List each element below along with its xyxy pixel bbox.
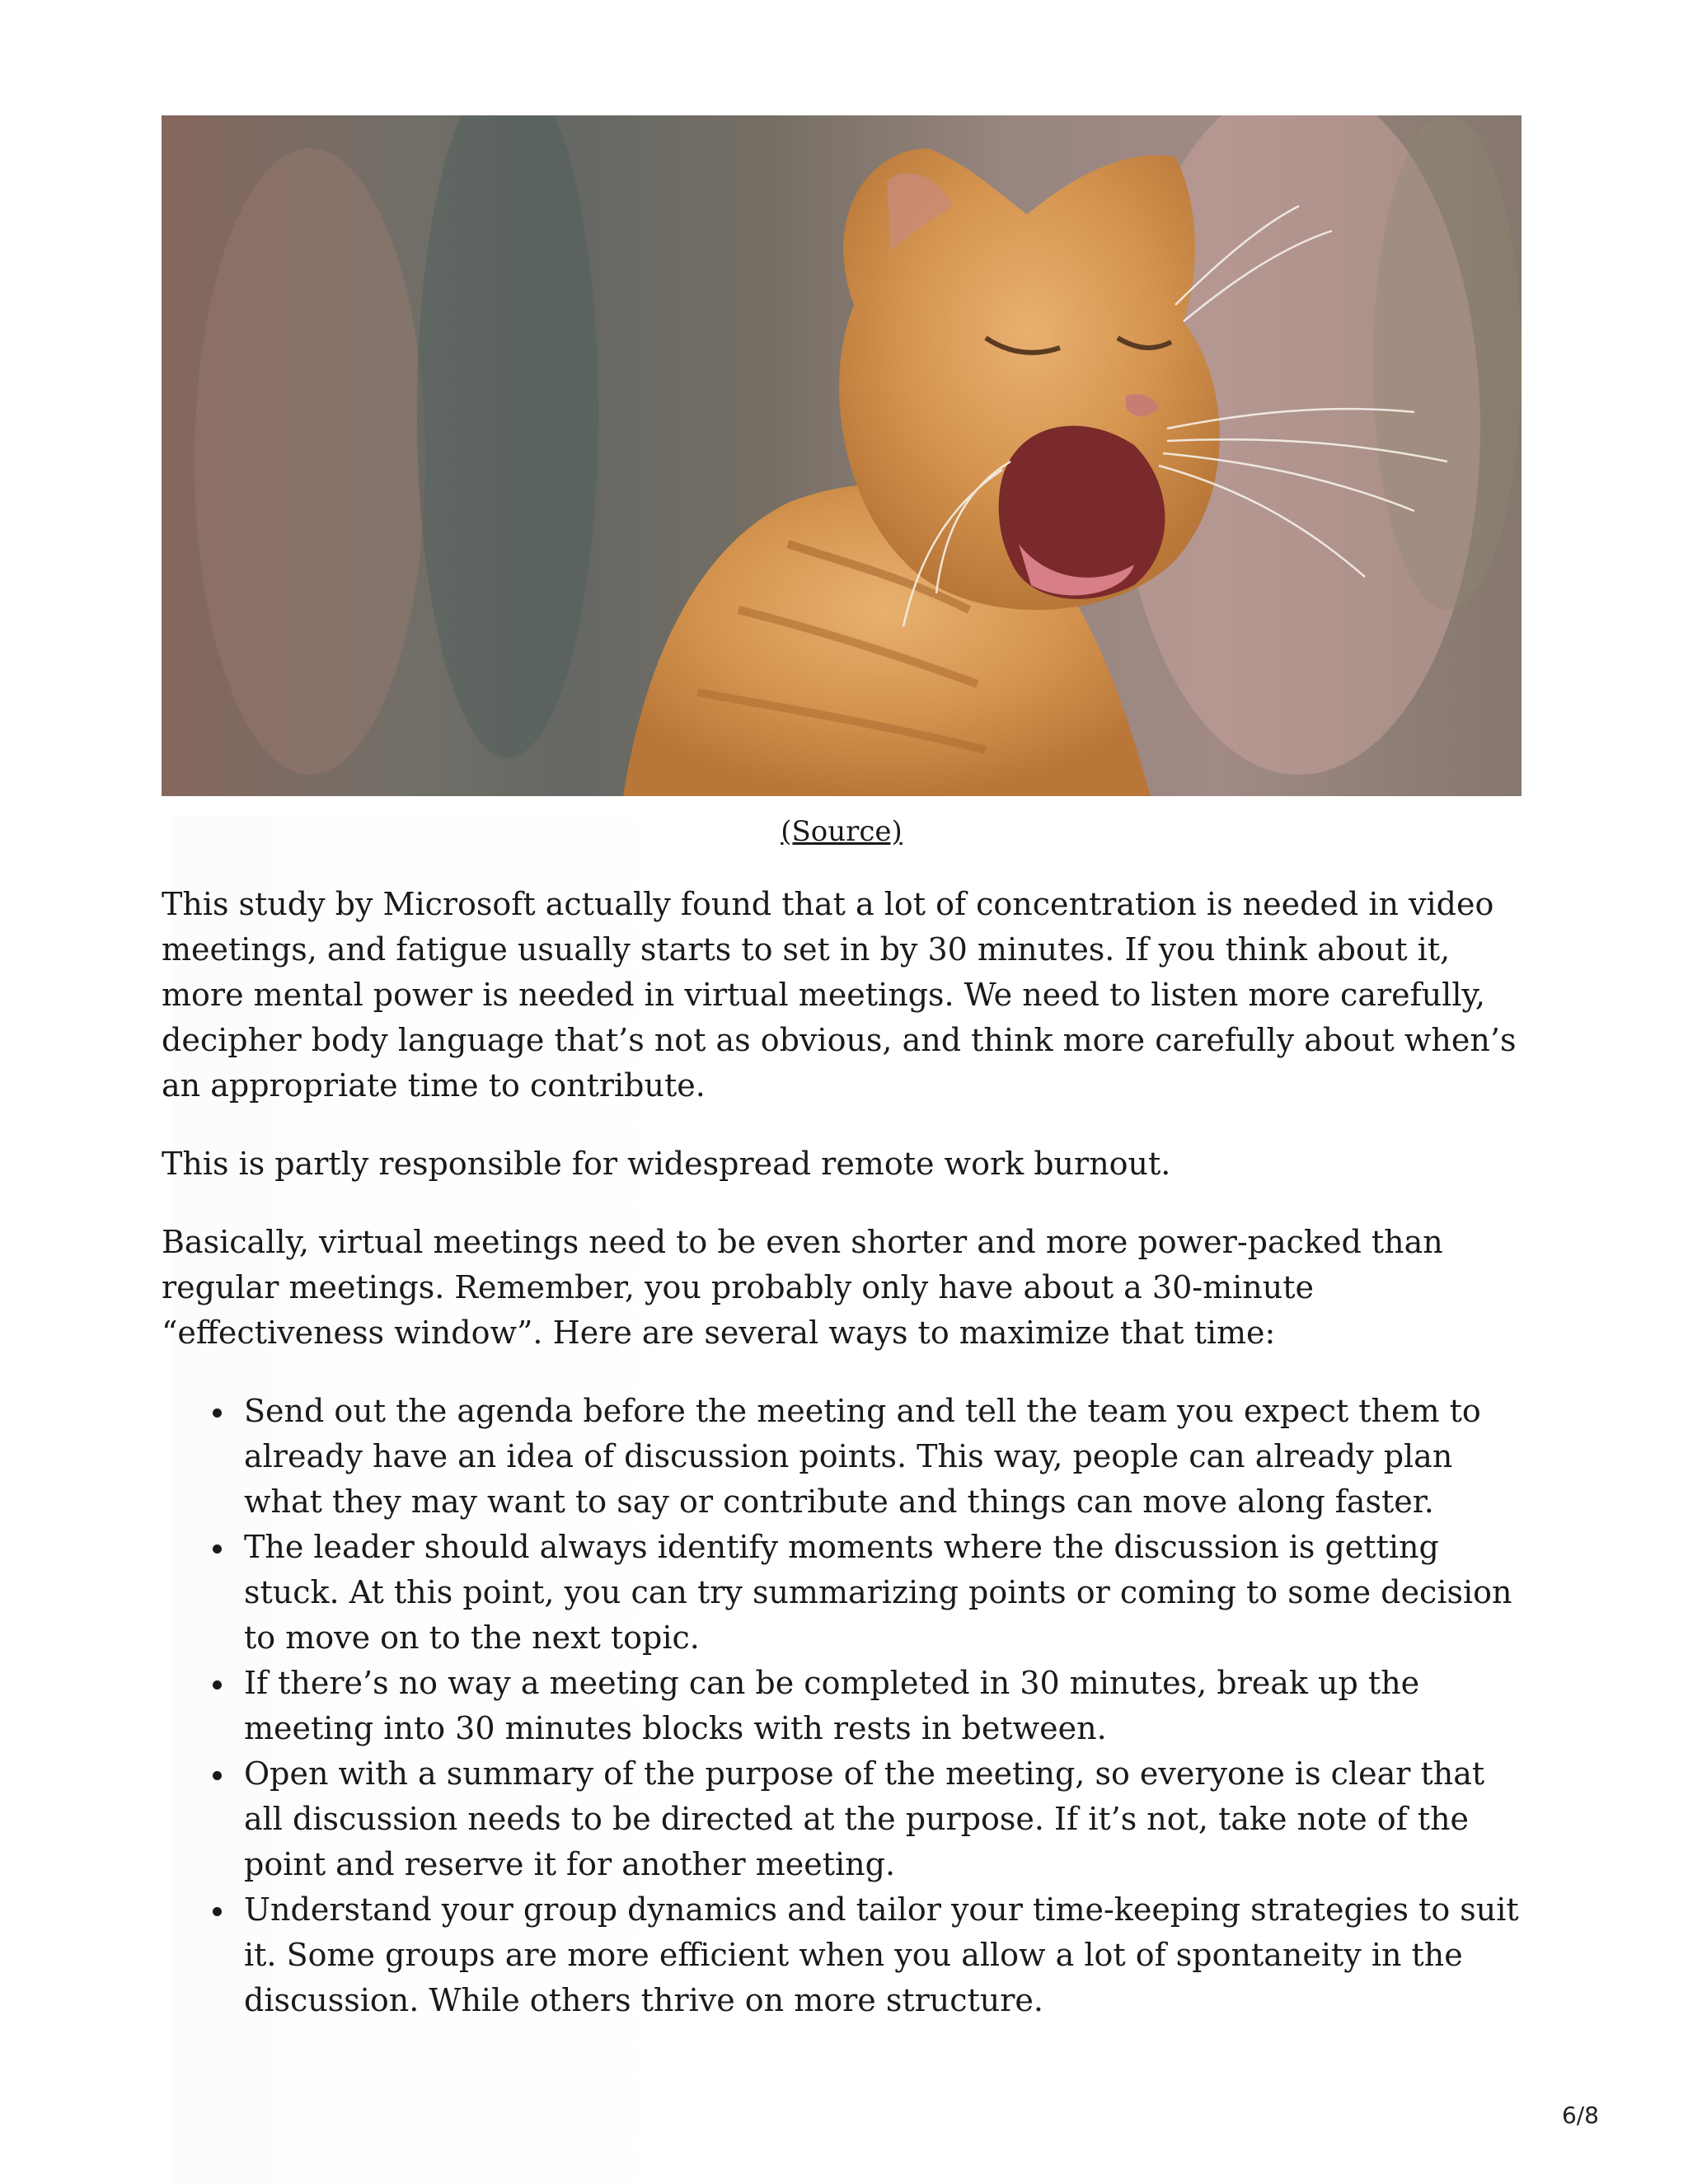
cat-illustration: [162, 115, 1522, 796]
page-number: 6/8: [1561, 2102, 1599, 2129]
list-item: Open with a summary of the purpose of the meeting, so everyone is clear that all discussion needs to be directed at the purpose. If it’s not, take note of the point and reserve it for another meeting.: [244, 1751, 1522, 1887]
list-item: Understand your group dynamics and tailor your time-keeping strategies to suit it. Some groups are more efficient when you allow a lot of spontaneity in the discussion. While others thrive on more structure.: [244, 1887, 1522, 2023]
paragraph-burnout: This is partly responsible for widespread remote work burnout.: [162, 1146, 1171, 1182]
paragraph-shorter-meetings: Basically, virtual meetings need to be even shorter and more power-packed than regular meetings. Remember, you probably only have about a 30-minute “effectiveness window”. Here are several ways to maximize that time:: [162, 1224, 1443, 1351]
list-item: The leader should always identify moments where the discussion is getting stuck. At this point, you can try summarizing points or coming to some decision to move on to the next topic.: [244, 1525, 1522, 1661]
source-link[interactable]: (Source): [781, 815, 903, 848]
tips-list: [162, 1389, 1522, 2023]
image-caption: [162, 811, 1522, 852]
list-item: Send out the agenda before the meeting and tell the team you expect them to already have an idea of discussion points. This way, people can already plan what they may want to say or contribute and things can move along faster.: [244, 1389, 1522, 1525]
hero-figure: [162, 115, 1522, 796]
article-column: [162, 0, 1522, 2184]
list-item: If there’s no way a meeting can be completed in 30 minutes, break up the meeting into 30 minutes blocks with rests in between.: [244, 1661, 1522, 1751]
yawning-cat-photo: [162, 115, 1522, 796]
article-body: [162, 882, 1522, 2023]
paragraph-study: This study by Microsoft actually found that a lot of concentration is needed in video meetings, and fatigue usually starts to set in by 30 minutes. If you think about it, more mental power is needed in virtual meetings. We need to listen more carefully, decipher body language that’s not as obvious, and think more carefully about when’s an appropriate time to contribute.: [162, 886, 1517, 1104]
